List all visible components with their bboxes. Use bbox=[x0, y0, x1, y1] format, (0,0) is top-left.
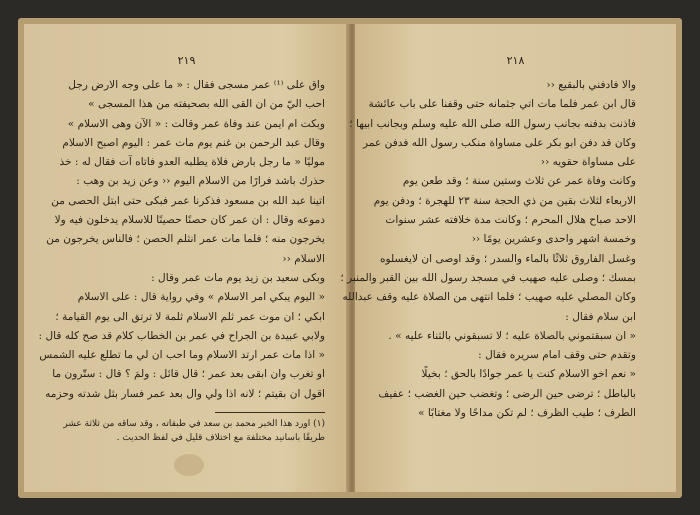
text-line: وقال عبد الرحمن بن غنم يوم مات عمر : اليوم اصبح الاسلام bbox=[62, 136, 325, 149]
text-line: بالباطل ؛ ترضى حين الرضى ؛ وتغضب حين الغضب ؛ عفيف bbox=[378, 387, 636, 400]
text-line: « ان سبقتموني بالصلاة عليه ؛ لا تسبقوني بالثناء عليه » . bbox=[388, 329, 636, 342]
text-line: بمسك ؛ وصلى عليه صهيب في مسجد رسول الله بين القبر والمنبر ؛ bbox=[340, 271, 636, 284]
text-line: وكان المصلي عليه صهيب ؛ فلما انتهى من الصلاة عليه وقف عبدالله bbox=[342, 291, 636, 304]
text-line: وكان قد دفن ابو بكر على مساواة منكب رسول الله فدفن عمر bbox=[363, 136, 636, 149]
text-line: فاذنت بدفنه بجانب رسول الله صلى الله عليه وسلم وبجانب ابيها ؛ bbox=[349, 117, 636, 130]
footnote-divider bbox=[215, 412, 325, 413]
footnote-line: (١) اورد هذا الخبر محمد بن سعد في طبقاته ، وقد ساقه من ثلاثة عشر bbox=[63, 419, 325, 430]
text-line: ابن سلام فقال : bbox=[565, 310, 636, 323]
open-book bbox=[18, 18, 682, 498]
text-line: وبكى سعيد بن زيد يوم مات عمر وقال : bbox=[151, 271, 325, 284]
left-page bbox=[24, 24, 349, 492]
text-line: وخمسة اشهر واحدى وعشرين يومًا ‹‹ bbox=[471, 233, 636, 246]
text-line: ابكي ؛ ان موت عمر ثلم الاسلام ثلمة لا ترتق الى يوم القيامة ؛ bbox=[55, 310, 325, 323]
text-line: الاربعاء لثلاث بقين من ذي الحجة سنة ٢٣ للهجرة ؛ ودفن يوم bbox=[373, 194, 636, 207]
text-line: او تغرب وان ابقى بعد عمر ؛ قال قائل : ولمَ ؟ قال : ستّرون ما bbox=[52, 368, 325, 381]
text-line: ولابي عبيدة بن الجراح في عمر بن الخطاب كلام قد صح كله قال : bbox=[38, 329, 325, 342]
left-page-text bbox=[38, 76, 325, 445]
text-line: اتينا عبد الله بن مسعود فذكرنا عمر فبكى حتى ابتل الحصى من bbox=[51, 194, 325, 207]
text-line: والا فادفني بالبقيع ‹‹ bbox=[546, 79, 636, 91]
page-stain bbox=[174, 454, 204, 476]
text-line: احب اليّ من ان القى الله بصحيفته من هذا المسجى » bbox=[88, 98, 325, 111]
text-line: « اذا مات عمر ارتد الاسلام وما احب ان لي ما تطلع عليه الشمس bbox=[39, 349, 325, 362]
text-line: الطرف ؛ طيب الظرف ؛ لم تكن مداحًا ولا مغتابًا » bbox=[418, 407, 636, 420]
right-page-text bbox=[340, 76, 636, 423]
text-line: على مساواة حقويه ‹‹ bbox=[540, 156, 636, 169]
text-line: اقول ان بقيتم ؛ لانه اذا ولي وال بعد عمر فسار بثل شدته وحزمه bbox=[45, 387, 325, 400]
text-line: موليًا « ما رجل بارض فلاة يطلبه العدو فاتاه آت فقال له : خذ bbox=[59, 156, 325, 169]
right-page bbox=[340, 24, 676, 492]
left-page-number: ٢١٩ bbox=[177, 54, 196, 67]
text-line: الاسلام ‹‹ bbox=[282, 252, 325, 265]
text-line: واق على ⁽¹⁾ عمر مسجى فقال : « ما على وجه الارض رجل bbox=[68, 79, 325, 91]
text-line: يخرجون منه ؛ فلما مات عمر انثلم الحصن ؛ فالناس يخرجون من bbox=[46, 233, 325, 246]
text-line: وكانت وفاة عمر عن ثلاث وستين سنة ؛ وقد طعن يوم bbox=[402, 175, 636, 188]
text-line: وتقدم حتى وقف امام سريره فقال : bbox=[478, 349, 636, 362]
text-line: وغسل الفاروق ثلاثًا بالماء والسدر ؛ وقد اوصى ان لايغسلوه bbox=[379, 252, 636, 265]
text-line: حذرك باشد فرارًا من الاسلام اليوم ‹‹ وعن زيد بن وهب : bbox=[76, 175, 325, 188]
text-line: وبكت ام ايمن عند وفاة عمر وقالت : « الآن وهى الاسلام » bbox=[67, 117, 325, 130]
text-line: « اليوم يبكي امر الاسلام » وفي رواية قال : على الاسلام bbox=[77, 291, 325, 304]
text-line: « نعم اخو الاسلام كنت يا عمر جوادًا بالحق ؛ بخيلًا bbox=[421, 368, 636, 381]
footnote-line: طريقًا باسانيد مختلفة مع اختلاف قليل في لفظ الحديث . bbox=[116, 433, 325, 444]
text-line: دموعه وقال : ان عمر كان حصنًا حصينًا للاسلام يدخلون فيه ولا bbox=[54, 214, 325, 227]
text-line: قال ابن عمر فلما مات اتي جثمانه حتى وقفنا على باب عائشة bbox=[368, 98, 636, 111]
right-page-number: ٢١٨ bbox=[506, 54, 525, 67]
text-line: الاحد صباح هلال المحرم ؛ وكانت مدة خلافته عشر سنوات bbox=[385, 214, 636, 227]
